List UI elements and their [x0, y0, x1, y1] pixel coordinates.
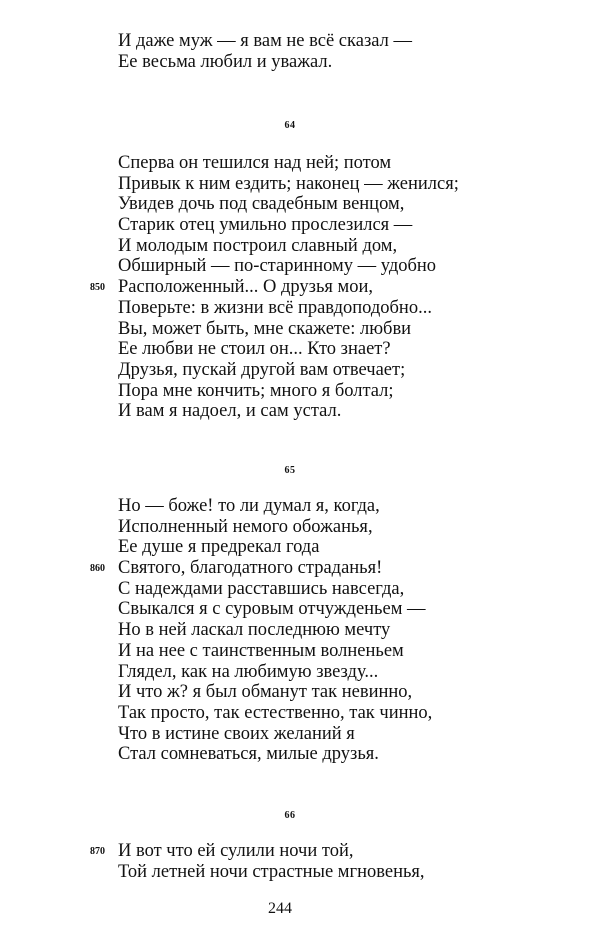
verse-line-text: И что ж? я был обманут так невинно,: [118, 682, 413, 703]
verse-line-text: Так просто, так естественно, так чинно,: [118, 702, 433, 723]
verse-line: [0, 174, 600, 195]
verse-line-text: Стал сомневаться, милые друзья.: [118, 744, 379, 765]
verse-line: [0, 339, 600, 360]
verse-line: [0, 277, 600, 298]
verse-line: [0, 298, 600, 319]
verse-line: [0, 52, 600, 73]
verse-line: [0, 319, 600, 340]
verse-line-text: Святого, благодатного страданья!: [118, 558, 383, 579]
verse-line: [0, 496, 600, 517]
stanza-64: [0, 153, 600, 422]
verse-line-text: С надеждами расставшись навсегда,: [118, 578, 405, 599]
verse-line: [0, 862, 600, 883]
verse-line-text: И даже муж — я вам не всё сказал —: [118, 31, 412, 51]
verse-line: [0, 841, 600, 862]
verse-line-text: И на нее с таинственным волненьем: [118, 640, 404, 661]
verse-line: [0, 620, 600, 641]
verse-line: [0, 641, 600, 662]
verse-line-text: Обширный — по-старинному — удобно: [118, 256, 437, 277]
verse-line-text: Что в истине своих желаний я: [118, 723, 355, 744]
verse-line-text: Увидев дочь под свадебным венцом,: [118, 194, 405, 215]
verse-line: [0, 256, 600, 277]
verse-line-text: Вы, может быть, мне скажете: любви: [118, 318, 412, 339]
verse-line: [0, 215, 600, 236]
verse-line-text: И вот что ей сулили ночи той,: [118, 841, 354, 861]
verse-line-text: Свыкался я с суровым отчужденьем —: [118, 599, 426, 620]
verse-line: [0, 401, 600, 422]
verse-line-text: И вам я надоел, и сам устал.: [118, 401, 342, 422]
verse-line: [0, 236, 600, 257]
verse-line: [0, 558, 600, 579]
verse-line: [0, 537, 600, 558]
stanza-number: 65: [284, 465, 296, 476]
verse-line-text: Поверьте: в жизни всё правдоподобно...: [118, 297, 432, 318]
verse-line-text: Ее любви не стоил он... Кто знает?: [118, 339, 391, 360]
verse-line: [0, 703, 600, 724]
verse-line-text: Привык к ним ездить; наконец — женился;: [118, 173, 459, 194]
line-number: 850: [90, 282, 105, 294]
verse-line-text: Расположенный... О друзья мои,: [118, 277, 374, 298]
stanza-65: [0, 496, 600, 765]
verse-line: [0, 682, 600, 703]
verse-line-text: Друзья, пускай другой вам отвечает;: [118, 359, 406, 380]
verse-line-text: Исполненный немого обожанья,: [118, 516, 373, 537]
line-number: 870: [90, 846, 105, 857]
verse-line: [0, 153, 600, 174]
verse-line: [0, 599, 600, 620]
verse-line: [0, 724, 600, 745]
verse-block-continuation: [0, 31, 600, 72]
stanza-number: 64: [284, 120, 296, 131]
verse-line-text: Пора мне кончить; много я болтал;: [118, 380, 394, 401]
verse-line: [0, 381, 600, 402]
stanza-number: 66: [284, 810, 296, 821]
verse-line-text: Ее весьма любил и уважал.: [118, 51, 333, 72]
verse-line: [0, 194, 600, 215]
verse-line: [0, 744, 600, 765]
verse-line: [0, 517, 600, 538]
verse-line: [0, 579, 600, 600]
verse-line-text: Сперва он тешился над ней; потом: [118, 153, 392, 173]
verse-line-text: Глядел, как на любимую звезду...: [118, 661, 379, 682]
verse-line: [0, 31, 600, 52]
verse-line-text: Но в ней ласкал последнюю мечту: [118, 620, 391, 641]
stanza-66: [0, 841, 600, 882]
page-number: 244: [268, 900, 292, 917]
verse-line-text: Ее душе я предрекал года: [118, 537, 320, 558]
verse-line-text: Но — боже! то ли думал я, когда,: [118, 496, 380, 516]
verse-line-text: Старик отец умильно прослезился —: [118, 215, 413, 236]
verse-line: [0, 360, 600, 381]
verse-line-text: Той летней ночи страстные мгновенья,: [118, 861, 425, 882]
verse-line-text: И молодым построил славный дом,: [118, 235, 398, 256]
verse-line: [0, 662, 600, 683]
line-number: 860: [90, 563, 105, 575]
